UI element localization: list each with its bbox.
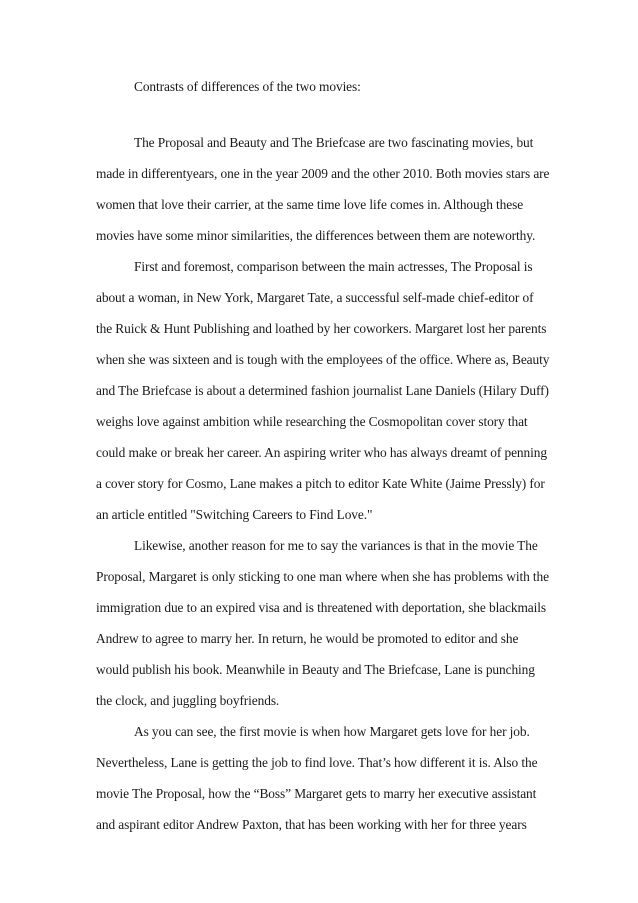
paragraph-line: and The Briefcase is about a determined fashion journalist Lane Daniels (Hilary Duff) [96, 383, 549, 398]
paragraph-line: about a woman, in New York, Margaret Tate, a successful self-made chief-editor of [96, 290, 534, 305]
paragraph-line: immigration due to an expired visa and is threatened with deportation, she blackmails [96, 600, 547, 615]
paragraph-line: The Proposal and Beauty and The Briefcase are two fascinating movies, but [134, 135, 534, 150]
document-heading: Contrasts of differences of the two movies: [134, 79, 361, 94]
paragraph-line: As you can see, the first movie is when how Margaret gets love for her job. [134, 724, 530, 739]
paragraph-line: weighs love against ambition while researching the Cosmopolitan cover story that [96, 414, 528, 429]
paragraph-line: and aspirant editor Andrew Paxton, that has been working with her for three years [96, 817, 527, 832]
paragraph-line: would publish his book. Meanwhile in Beauty and The Briefcase, Lane is punching [96, 662, 535, 677]
paragraph-line: when she was sixteen and is tough with the employees of the office. Where as, Beauty [96, 352, 550, 367]
paragraph-line: movie The Proposal, how the “Boss” Margaret gets to marry her executive assistant [96, 786, 537, 801]
paragraph-line: Proposal, Margaret is only sticking to one man where when she has problems with the [96, 569, 549, 584]
paragraph-line: Nevertheless, Lane is getting the job to find love. That’s how different it is. Also the [96, 755, 538, 770]
paragraph-line: movies have some minor similarities, the differences between them are noteworthy. [96, 228, 536, 243]
paragraph-line: made in differentyears, one in the year 2009 and the other 2010. Both movies stars are [96, 166, 550, 181]
paragraph-line: the Ruick & Hunt Publishing and loathed by her coworkers. Margaret lost her parents [96, 321, 547, 336]
paragraph-line: an article entitled "Switching Careers to Find Love." [96, 507, 373, 522]
paragraph-line: First and foremost, comparison between the main actresses, The Proposal is [134, 259, 533, 274]
paragraph-line: could make or break her career. An aspiring writer who has always dreamt of penning [96, 445, 547, 460]
paragraph-line: Likewise, another reason for me to say the variances is that in the movie The [134, 538, 538, 553]
paragraph-line: a cover story for Cosmo, Lane makes a pitch to editor Kate White (Jaime Pressly) for [96, 476, 545, 491]
paragraph-line: women that love their carrier, at the same time love life comes in. Although these [96, 197, 524, 212]
paragraph-line: the clock, and juggling boyfriends. [96, 693, 280, 708]
paragraph-line: Andrew to agree to marry her. In return, he would be promoted to editor and she [96, 631, 519, 646]
